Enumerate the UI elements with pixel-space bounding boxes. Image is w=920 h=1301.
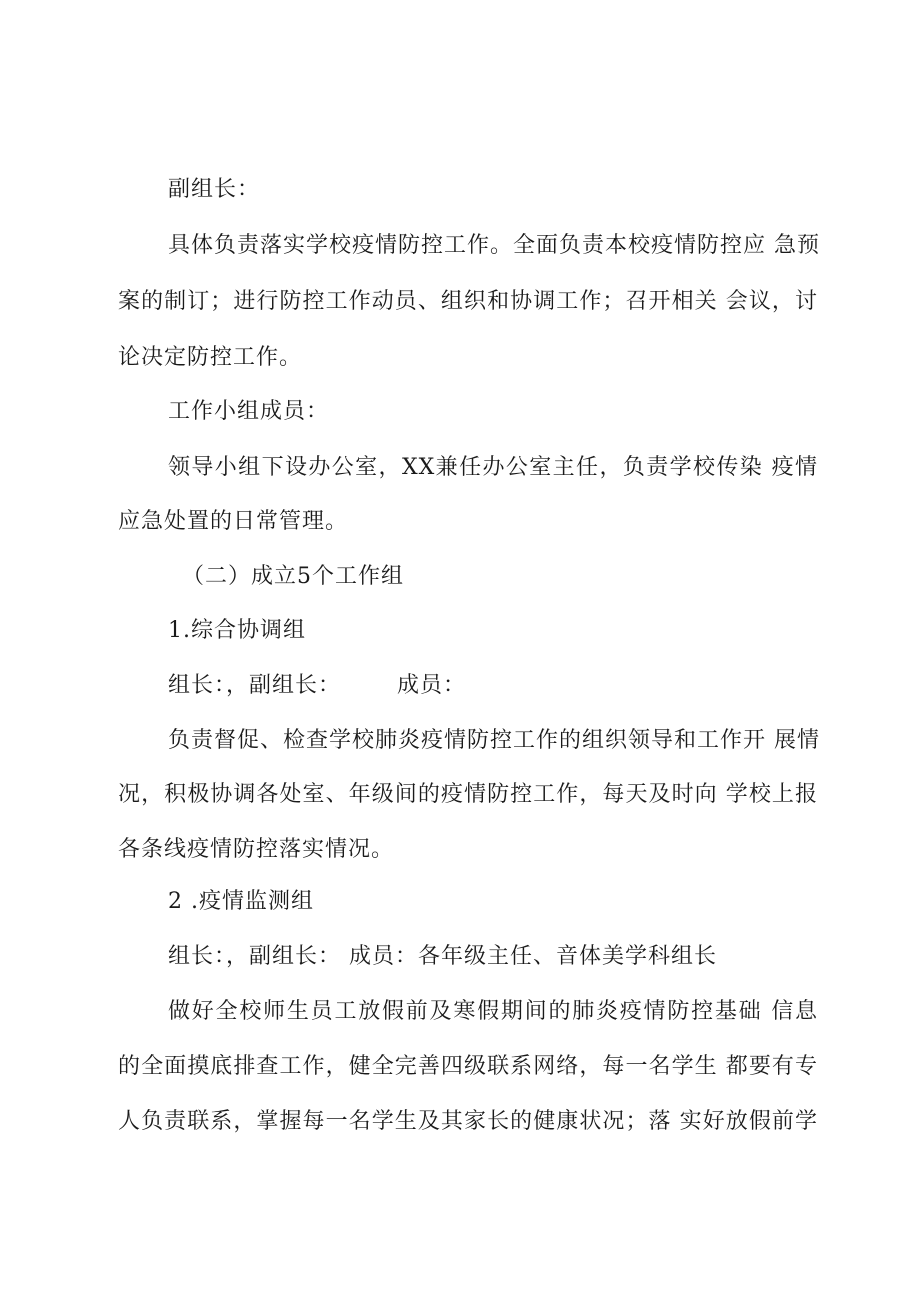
members-heading: 工作小组成员：	[168, 399, 330, 424]
paragraph-line: 案的制订；进行防控工作动员、组织和协调工作；召开相关 会议，讨	[118, 289, 818, 314]
group-1-members: 组长：，副组长： 成员：	[168, 673, 466, 698]
paragraph-line: 负责督促、检查学校肺炎疫情防控工作的组织领导和工作开 展情	[168, 728, 820, 753]
paragraph-line: 况，积极协调各处室、年级间的疫情防控工作，每天及时向 学校上报	[118, 782, 818, 807]
paragraph-line: 做好全校师生员工放假前及寒假期间的肺炎疫情防控基础 信息	[168, 999, 818, 1024]
section-heading: （二）成立5个工作组	[182, 564, 404, 589]
group-2-heading: 2 .疫情监测组	[168, 889, 314, 914]
paragraph-line: 论决定防控工作。	[118, 345, 303, 370]
paragraph-line: 的全面摸底排查工作，健全完善四级联系网络，每一名学生 都要有专	[118, 1054, 818, 1079]
paragraph-line: 应急处置的日常管理。	[118, 509, 349, 534]
group-2-members: 组长：，副组长： 成员：各年级主任、音体美学科组长	[168, 944, 717, 969]
paragraph-line: 各条线疫情防控落实情况。	[118, 837, 395, 862]
group-1-heading: 1.综合协调组	[168, 618, 306, 643]
paragraph-line: 领导小组下设办公室，XX兼任办公室主任，负责学校传染 疫情	[168, 455, 818, 480]
paragraph-line: 具体负责落实学校疫情防控工作。全面负责本校疫情防控应 急预	[168, 233, 820, 258]
deputy-leader-heading: 副组长：	[168, 177, 261, 202]
paragraph-line: 人负责联系，掌握每一名学生及其家长的健康状况；落 实好放假前学	[118, 1109, 818, 1134]
